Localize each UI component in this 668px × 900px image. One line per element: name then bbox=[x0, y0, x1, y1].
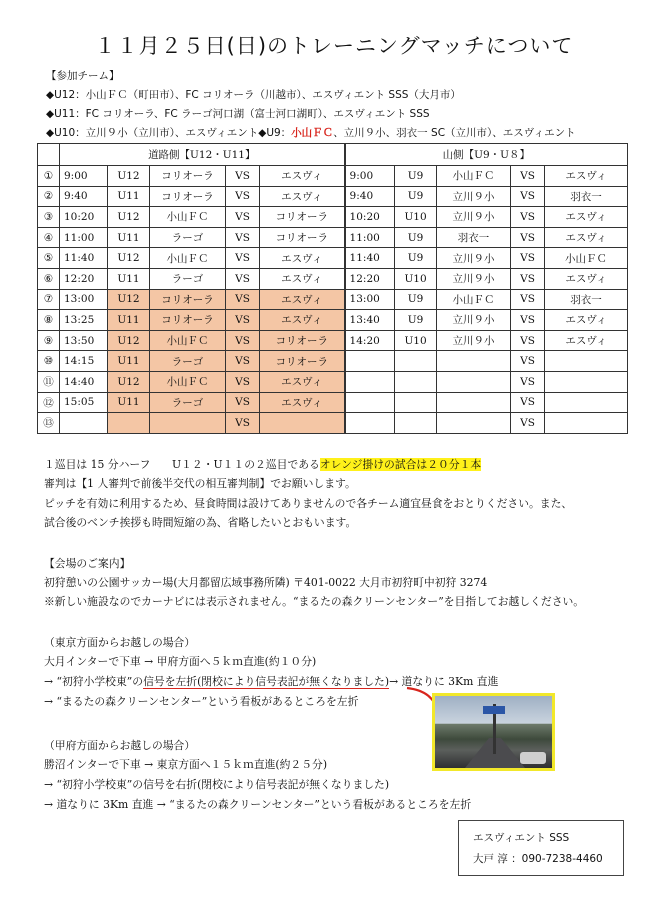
mountain-team-a bbox=[437, 392, 511, 413]
match-number: ⑧ bbox=[38, 310, 60, 331]
notes-orange-rule: オレンジ掛けの試合は２０分１本 bbox=[319, 458, 482, 471]
mountain-division bbox=[395, 371, 437, 392]
road-team-b: エスヴィ bbox=[260, 186, 345, 207]
road-time: 14:40 bbox=[60, 371, 108, 392]
match-number: ① bbox=[38, 166, 60, 187]
page-title: １１月２５日(日)のトレーニングマッチについて bbox=[94, 34, 574, 58]
teams-u10-suffix: 、立川９小、羽衣一 SC（立川市）、エスヴィエント bbox=[333, 127, 576, 139]
road-team-b: エスヴィ bbox=[260, 248, 345, 269]
mountain-team-a bbox=[437, 413, 511, 434]
road-time: 13:25 bbox=[60, 310, 108, 331]
mountain-division bbox=[395, 351, 437, 372]
mountain-division: U9 bbox=[395, 248, 437, 269]
schedule-row bbox=[38, 248, 628, 269]
notes-lunch: ピッチを有効に利用するため、昼食時間は設けてありませんので各チーム適宜昼食をおとりください。また、 bbox=[44, 497, 573, 510]
mountain-vs: VS bbox=[511, 268, 545, 289]
road-time bbox=[60, 413, 108, 434]
road-team-a: 小山ＦＣ bbox=[150, 371, 226, 392]
road-team-a: 小山ＦＣ bbox=[150, 207, 226, 228]
road-division: U11 bbox=[108, 392, 150, 413]
mountain-time bbox=[345, 392, 395, 413]
road-division bbox=[108, 413, 150, 434]
road-division: U12 bbox=[108, 248, 150, 269]
road-division: U11 bbox=[108, 186, 150, 207]
road-time: 11:40 bbox=[60, 248, 108, 269]
road-vs: VS bbox=[226, 310, 260, 331]
mountain-team-a: 立川９小 bbox=[437, 330, 511, 351]
road-team-a: コリオーラ bbox=[150, 289, 226, 310]
mountain-team-b: 羽衣一 bbox=[545, 186, 628, 207]
road-time: 9:00 bbox=[60, 166, 108, 187]
mountain-team-b: エスヴィ bbox=[545, 330, 628, 351]
match-number: ④ bbox=[38, 227, 60, 248]
mountain-vs: VS bbox=[511, 248, 545, 269]
road-vs: VS bbox=[226, 330, 260, 351]
road-team-b bbox=[260, 413, 345, 434]
road-vs: VS bbox=[226, 268, 260, 289]
road-vs: VS bbox=[226, 413, 260, 434]
mountain-division: U10 bbox=[395, 330, 437, 351]
mountain-vs: VS bbox=[511, 227, 545, 248]
schedule-row bbox=[38, 310, 628, 331]
road-vs: VS bbox=[226, 227, 260, 248]
road-vs: VS bbox=[226, 371, 260, 392]
road-division: U12 bbox=[108, 289, 150, 310]
mountain-team-b: エスヴィ bbox=[545, 166, 628, 187]
mountain-time: 10:20 bbox=[345, 207, 395, 228]
road-time: 12:20 bbox=[60, 268, 108, 289]
mountain-division bbox=[395, 413, 437, 434]
venue-address: 初狩憩いの公園サッカー場(大月都留広域事務所隣) 〒401-0022 大月市初狩町中初狩 3274 bbox=[44, 576, 488, 589]
teams-u10-prefix: ◆U10：立川９小（立川市）、エスヴィエント◆U9： bbox=[46, 127, 292, 139]
mountain-team-b bbox=[545, 351, 628, 372]
mountain-vs: VS bbox=[511, 289, 545, 310]
mountain-vs: VS bbox=[511, 166, 545, 187]
schedule-row bbox=[38, 413, 628, 434]
match-number: ⑩ bbox=[38, 351, 60, 372]
mountain-time: 9:40 bbox=[345, 186, 395, 207]
mountain-division: U9 bbox=[395, 289, 437, 310]
mountain-time: 9:00 bbox=[345, 166, 395, 187]
road-team-b: エスヴィ bbox=[260, 166, 345, 187]
road-team-a: コリオーラ bbox=[150, 166, 226, 187]
mountain-team-b bbox=[545, 371, 628, 392]
mountain-time: 12:20 bbox=[345, 268, 395, 289]
road-vs: VS bbox=[226, 207, 260, 228]
road-vs: VS bbox=[226, 392, 260, 413]
header-corner bbox=[38, 144, 60, 166]
mountain-vs: VS bbox=[511, 330, 545, 351]
road-team-a: ラーゴ bbox=[150, 227, 226, 248]
mountain-team-b: エスヴィ bbox=[545, 227, 628, 248]
mountain-team-b: エスヴィ bbox=[545, 207, 628, 228]
mountain-team-a: 立川９小 bbox=[437, 186, 511, 207]
schedule-row bbox=[38, 186, 628, 207]
mountain-team-b: 小山ＦＣ bbox=[545, 248, 628, 269]
mountain-vs: VS bbox=[511, 207, 545, 228]
schedule-row bbox=[38, 330, 628, 351]
teams-u10-u9 bbox=[46, 125, 576, 140]
road-vs: VS bbox=[226, 289, 260, 310]
header-road-side: 道路側【U12・U11】 bbox=[60, 144, 345, 166]
mountain-time: 14:20 bbox=[345, 330, 395, 351]
road-division: U11 bbox=[108, 310, 150, 331]
notes-half-format: １巡目は 15 分ハーフ U１２・U１１の２巡目である bbox=[44, 458, 320, 471]
mountain-vs: VS bbox=[511, 186, 545, 207]
mountain-team-a: 立川９小 bbox=[437, 310, 511, 331]
match-number: ⑦ bbox=[38, 289, 60, 310]
road-team-b: コリオーラ bbox=[260, 351, 345, 372]
teams-u12: ◆U12：小山ＦＣ（町田市）、FC コリオーラ（川越市）、エスヴィエント SSS（大月市） bbox=[46, 89, 461, 101]
intersection-photo bbox=[432, 693, 555, 771]
schedule-row bbox=[38, 207, 628, 228]
road-division: U12 bbox=[108, 207, 150, 228]
mountain-time: 13:00 bbox=[345, 289, 395, 310]
road-team-a: コリオーラ bbox=[150, 186, 226, 207]
mountain-division: U10 bbox=[395, 268, 437, 289]
road-team-b: コリオーラ bbox=[260, 227, 345, 248]
mountain-time bbox=[345, 413, 395, 434]
mountain-vs: VS bbox=[511, 392, 545, 413]
road-vs: VS bbox=[226, 351, 260, 372]
schedule-row bbox=[38, 351, 628, 372]
match-number: ⑬ bbox=[38, 413, 60, 434]
road-team-b: エスヴィ bbox=[260, 310, 345, 331]
mountain-division: U9 bbox=[395, 186, 437, 207]
road-vs: VS bbox=[226, 248, 260, 269]
road-team-a: コリオーラ bbox=[150, 310, 226, 331]
schedule-row bbox=[38, 371, 628, 392]
mountain-team-b bbox=[545, 413, 628, 434]
kofu-step-3: → 道なりに 3Km 直進 → “まるたの森クリーンセンター”という看板があるところを左折 bbox=[44, 798, 472, 811]
tokyo-heading: （東京方面からお越しの場合） bbox=[44, 636, 196, 649]
kofu-step-2: → “初狩小学校東”の信号を右折(閉校により信号表記が無くなりました) bbox=[44, 778, 390, 791]
tokyo-step-3: → “まるたの森クリーンセンター”という看板があるところを左折 bbox=[44, 695, 359, 708]
mountain-time bbox=[345, 371, 395, 392]
tokyo-step-1: 大月インターで下車 → 甲府方面へ５ｋｍ直進(約１０分) bbox=[44, 655, 317, 668]
mountain-division bbox=[395, 392, 437, 413]
road-division: U12 bbox=[108, 330, 150, 351]
road-team-a: ラーゴ bbox=[150, 392, 226, 413]
schedule-table bbox=[37, 143, 628, 434]
road-vs: VS bbox=[226, 166, 260, 187]
mountain-team-b: 羽衣一 bbox=[545, 289, 628, 310]
road-team-a: 小山ＦＣ bbox=[150, 248, 226, 269]
schedule-row bbox=[38, 166, 628, 187]
match-number: ③ bbox=[38, 207, 60, 228]
road-team-b: エスヴィ bbox=[260, 289, 345, 310]
mountain-team-a: 立川９小 bbox=[437, 248, 511, 269]
road-division: U11 bbox=[108, 351, 150, 372]
match-number: ⑪ bbox=[38, 371, 60, 392]
mountain-team-a: 小山ＦＣ bbox=[437, 289, 511, 310]
mountain-team-b: エスヴィ bbox=[545, 268, 628, 289]
road-team-b: コリオーラ bbox=[260, 330, 345, 351]
road-division: U11 bbox=[108, 227, 150, 248]
road-team-b: エスヴィ bbox=[260, 268, 345, 289]
schedule-row bbox=[38, 227, 628, 248]
mountain-team-a bbox=[437, 351, 511, 372]
mountain-division: U9 bbox=[395, 166, 437, 187]
mountain-time: 11:00 bbox=[345, 227, 395, 248]
mountain-team-a: 立川９小 bbox=[437, 207, 511, 228]
road-time: 13:50 bbox=[60, 330, 108, 351]
match-number: ② bbox=[38, 186, 60, 207]
mountain-time: 11:40 bbox=[345, 248, 395, 269]
mountain-team-b: エスヴィ bbox=[545, 310, 628, 331]
tokyo-step-2-a: → “初狩小学校東”の bbox=[44, 675, 144, 688]
road-team-a: 小山ＦＣ bbox=[150, 330, 226, 351]
contact-org: エスヴィエント SSS bbox=[473, 832, 570, 844]
contact-person: 大戸 淳 ：090-7238-4460 bbox=[473, 853, 603, 865]
kofu-heading: （甲府方面からお越しの場合） bbox=[44, 739, 196, 752]
match-number: ⑥ bbox=[38, 268, 60, 289]
mountain-division: U9 bbox=[395, 310, 437, 331]
road-time: 10:20 bbox=[60, 207, 108, 228]
road-team-b: コリオーラ bbox=[260, 207, 345, 228]
mountain-team-a: 羽衣一 bbox=[437, 227, 511, 248]
mountain-team-a bbox=[437, 371, 511, 392]
mountain-vs: VS bbox=[511, 413, 545, 434]
schedule-header-row bbox=[38, 144, 628, 166]
notes-line-1 bbox=[44, 457, 481, 472]
contact-box bbox=[458, 820, 624, 876]
road-team-a: ラーゴ bbox=[150, 351, 226, 372]
mountain-division: U10 bbox=[395, 207, 437, 228]
notes-bench: 試合後のベンチ挨拶も時間短縮の為、省略したいとおもいます。 bbox=[44, 516, 357, 529]
venue-heading: 【会場のご案内】 bbox=[44, 557, 131, 570]
teams-heading: 【参加チーム】 bbox=[46, 70, 120, 82]
mountain-time: 13:40 bbox=[345, 310, 395, 331]
road-division: U12 bbox=[108, 166, 150, 187]
photo-road-sign bbox=[483, 706, 505, 714]
road-division: U11 bbox=[108, 268, 150, 289]
road-time: 15:05 bbox=[60, 392, 108, 413]
road-time: 14:15 bbox=[60, 351, 108, 372]
road-team-a bbox=[150, 413, 226, 434]
road-time: 13:00 bbox=[60, 289, 108, 310]
match-number: ⑨ bbox=[38, 330, 60, 351]
teams-u11: ◆U11：FC コリオーラ、FC ラーゴ河口湖（富士河口湖町）、エスヴィエント SSS bbox=[46, 108, 430, 120]
road-team-b: エスヴィ bbox=[260, 392, 345, 413]
teams-u9-highlight: 小山ＦＣ bbox=[291, 127, 334, 139]
road-team-a: ラーゴ bbox=[150, 268, 226, 289]
mountain-team-a: 小山ＦＣ bbox=[437, 166, 511, 187]
photo-car bbox=[520, 752, 546, 764]
notes-referee: 審判は【1 人審判で前後半交代の相互審判制】でお願いします。 bbox=[44, 477, 356, 490]
mountain-team-a: 立川９小 bbox=[437, 268, 511, 289]
venue-note: ※新しい施設なのでカーナビには表示されません。“まるたの森クリーンセンター”を目指してお越しください。 bbox=[44, 595, 585, 608]
match-number: ⑫ bbox=[38, 392, 60, 413]
road-time: 11:00 bbox=[60, 227, 108, 248]
header-mountain-side: 山側【U9・U８】 bbox=[345, 144, 628, 166]
match-number: ⑤ bbox=[38, 248, 60, 269]
tokyo-left-turn-note: 信号を左折(閉校により信号表記が無くなりました) bbox=[143, 675, 390, 688]
road-team-b: エスヴィ bbox=[260, 371, 345, 392]
schedule-row bbox=[38, 289, 628, 310]
tokyo-step-2-b: → 道なりに 3Km 直進 bbox=[389, 675, 499, 688]
schedule-row bbox=[38, 268, 628, 289]
mountain-time bbox=[345, 351, 395, 372]
mountain-vs: VS bbox=[511, 310, 545, 331]
mountain-vs: VS bbox=[511, 371, 545, 392]
road-vs: VS bbox=[226, 186, 260, 207]
kofu-step-1: 勝沼インターで下車 → 東京方面へ１５ｋｍ直進(約２５分) bbox=[44, 758, 328, 771]
mountain-team-b bbox=[545, 392, 628, 413]
road-time: 9:40 bbox=[60, 186, 108, 207]
mountain-division: U9 bbox=[395, 227, 437, 248]
schedule-row bbox=[38, 392, 628, 413]
road-division: U12 bbox=[108, 371, 150, 392]
mountain-vs: VS bbox=[511, 351, 545, 372]
